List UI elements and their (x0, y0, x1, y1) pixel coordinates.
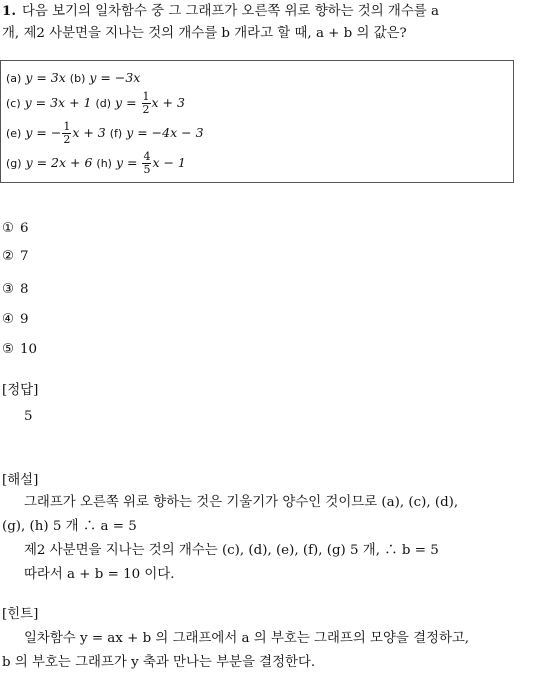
fraction: $\frac{1}{2}$ (63, 120, 71, 146)
option-row-3: (e) y = − $\frac{1}{2}$ x + 3 (f) y = −4x − 3 (6, 120, 204, 146)
answer-heading: [정답] (2, 383, 39, 398)
question-text (2, 0, 532, 45)
choice-3[interactable]: ③ 8 (2, 282, 29, 297)
option-row-4: (g) y = 2x + 6 (h) y = $\frac{4}{5}$ x − 1 (6, 150, 186, 176)
fraction: $\frac{4}{5}$ (143, 150, 151, 176)
hint-line-1: 일차함수 y = ax + b 의 그래프에서 a 의 부호는 그래프의 모양을 결정하고, (24, 631, 470, 646)
question-line-1: 1. 다음 보기의 일차함수 중 그 그래프가 오른쪽 위로 향하는 것의 개수를 a (2, 3, 439, 19)
explanation-line-1: 그래프가 오른쪽 위로 향하는 것은 기울기가 양수인 것이므로 (a), (c), (d), (24, 495, 459, 510)
choice-2[interactable]: ② 7 (2, 249, 29, 264)
answer-value: 5 (24, 409, 33, 424)
question-line-2: 개, 제2 사분면을 지나는 것의 개수를 b 개라고 할 때, a + b 의 값은? (2, 26, 407, 41)
hint-line-2: b 의 부호는 그래프가 y 축과 만나는 부분을 결정한다. (2, 655, 316, 670)
fraction: $\frac{1}{2}$ (142, 90, 150, 116)
choice-4[interactable]: ④ 9 (2, 312, 29, 327)
explanation-line-4: 따라서 a + b = 10 이다. (24, 567, 175, 582)
explanation-line-2: (g), (h) 5 개 ∴ a = 5 (2, 519, 137, 534)
explanation-heading: [해설] (2, 473, 39, 488)
options-box (0, 60, 514, 183)
explanation-line-3: 제2 사분면을 지나는 것의 개수는 (c), (d), (e), (f), (g) 5 개, ∴ b = 5 (24, 543, 439, 558)
choice-1[interactable]: ① 6 (2, 221, 29, 236)
choice-5[interactable]: ⑤ 10 (2, 342, 38, 357)
hint-heading: [힌트] (2, 607, 39, 622)
question-number: 1. (2, 3, 16, 19)
option-row-2: (c) y = 3x + 1 (d) y = $\frac{1}{2}$ x + 3 (6, 90, 185, 116)
option-row-1: (a) y = 3x (b) y = −3x (6, 70, 141, 85)
